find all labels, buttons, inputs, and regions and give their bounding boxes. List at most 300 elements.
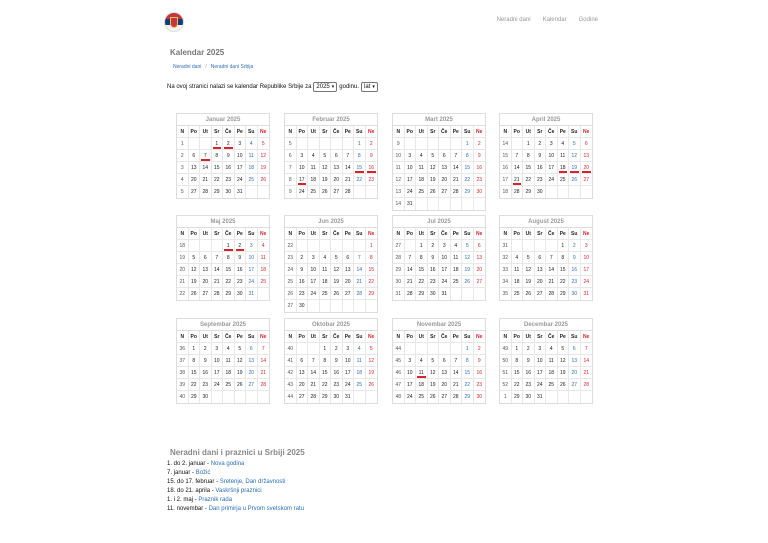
week-number: 49 bbox=[500, 343, 512, 355]
day-cell: 9 bbox=[569, 252, 581, 264]
day-cell: 26 bbox=[189, 288, 201, 300]
day-cell: 29 bbox=[320, 391, 332, 403]
holiday-item: 1. i 2. maj - Praznik rada bbox=[167, 497, 233, 503]
day-cell: 19 bbox=[320, 174, 332, 186]
weekday-header: Po bbox=[512, 126, 524, 138]
day-cell: 4 bbox=[451, 240, 463, 252]
day-cell: 20 bbox=[246, 367, 258, 379]
day-cell: 20 bbox=[331, 174, 343, 186]
day-cell: 23 bbox=[535, 174, 547, 186]
day-cell: 23 bbox=[476, 177, 483, 183]
day-cell: 3 bbox=[405, 150, 417, 162]
day-cell: 25 bbox=[546, 379, 558, 391]
day-cell: 23 bbox=[368, 177, 375, 183]
week-number: 19 bbox=[177, 252, 189, 264]
week-number: 38 bbox=[177, 367, 189, 379]
day-cell: 16 bbox=[476, 370, 483, 376]
week-number: 5 bbox=[285, 138, 297, 150]
breadcrumb-neradni-dani-srbija[interactable]: Neradni dani Srbija bbox=[210, 64, 254, 70]
day-cell: 22 bbox=[558, 276, 570, 288]
day-cell: 28 bbox=[583, 382, 590, 388]
day-cell: 9 bbox=[200, 355, 212, 367]
month-calendar bbox=[284, 215, 378, 313]
weekday-header: Po bbox=[405, 331, 417, 343]
month-calendar bbox=[499, 113, 593, 199]
weekday-header: Pe bbox=[558, 228, 570, 240]
weekday-header: Če bbox=[223, 228, 235, 240]
day-cell: 5 bbox=[320, 150, 332, 162]
day-cell: 10 bbox=[405, 162, 417, 174]
weekday-header: Po bbox=[297, 228, 309, 240]
day-cell bbox=[569, 391, 581, 403]
day-cell: 17 bbox=[246, 264, 258, 276]
day-cell bbox=[189, 138, 201, 150]
day-cell: 31 bbox=[535, 391, 547, 403]
day-cell: 22 bbox=[523, 174, 535, 186]
day-cell: 22 bbox=[462, 379, 474, 391]
day-cell: 27 bbox=[569, 379, 581, 391]
month-calendar bbox=[392, 113, 486, 211]
weekday-header: Če bbox=[546, 331, 558, 343]
day-cell: 24 bbox=[405, 186, 417, 198]
day-cell bbox=[451, 288, 463, 300]
day-cell: 7 bbox=[343, 150, 355, 162]
day-cell: 28 bbox=[260, 382, 267, 388]
day-cell: 24 bbox=[546, 174, 558, 186]
day-cell: 16 bbox=[428, 264, 440, 276]
weekday-header: Pe bbox=[451, 126, 463, 138]
serbia-flag-logo-icon[interactable] bbox=[164, 12, 184, 32]
day-cell: 2 bbox=[569, 240, 581, 252]
holidays-title: Neradni dani i praznici u Srbiji 2025 bbox=[170, 448, 305, 457]
day-cell: 5 bbox=[462, 240, 474, 252]
day-cell: 19 bbox=[569, 162, 581, 174]
day-cell bbox=[416, 198, 428, 210]
day-cell: 30 bbox=[569, 288, 581, 300]
week-number: 9 bbox=[393, 138, 405, 150]
day-cell: 5 bbox=[428, 355, 440, 367]
day-cell: 21 bbox=[546, 276, 558, 288]
day-cell: 30 bbox=[535, 186, 547, 198]
day-cell: 14 bbox=[354, 264, 366, 276]
holiday-link[interactable]: Božić bbox=[195, 470, 211, 476]
day-cell: 6 bbox=[535, 252, 547, 264]
day-cell: 3 bbox=[439, 240, 451, 252]
day-cell: 31 bbox=[583, 291, 590, 297]
day-cell bbox=[354, 300, 366, 312]
day-cell: 11 bbox=[308, 162, 320, 174]
day-cell bbox=[200, 240, 212, 252]
day-cell: 21 bbox=[512, 174, 524, 186]
breadcrumb-neradni-dani[interactable]: Neradni dani bbox=[173, 64, 202, 70]
day-cell bbox=[297, 240, 309, 252]
day-cell bbox=[512, 138, 524, 150]
week-number: 47 bbox=[393, 379, 405, 391]
week-number: 37 bbox=[177, 355, 189, 367]
month-title: Novembar 2025 bbox=[393, 319, 485, 331]
day-cell: 18 bbox=[558, 162, 570, 174]
day-cell: 13 bbox=[476, 255, 483, 261]
day-cell: 17 bbox=[583, 267, 590, 273]
day-cell: 25 bbox=[416, 186, 428, 198]
week-number: 17 bbox=[500, 174, 512, 186]
page-title: Kalendar 2025 bbox=[170, 48, 225, 57]
weekday-header: Če bbox=[439, 331, 451, 343]
day-cell: 10 bbox=[235, 150, 247, 162]
day-cell bbox=[258, 288, 269, 300]
day-cell: 2 bbox=[535, 138, 547, 150]
day-cell: 8 bbox=[369, 255, 373, 261]
week-number: 45 bbox=[393, 355, 405, 367]
week-number: 27 bbox=[285, 300, 297, 312]
day-cell: 11 bbox=[246, 150, 258, 162]
day-cell: 7 bbox=[512, 150, 524, 162]
day-cell: 22 bbox=[368, 279, 375, 285]
day-cell: 3 bbox=[212, 343, 224, 355]
day-cell: 24 bbox=[535, 379, 547, 391]
week-number: 13 bbox=[393, 186, 405, 198]
week-number: 18 bbox=[177, 240, 189, 252]
weekday-header: Pe bbox=[235, 126, 247, 138]
day-cell: 6 bbox=[343, 252, 355, 264]
day-cell bbox=[343, 240, 355, 252]
day-cell: 15 bbox=[558, 264, 570, 276]
week-number: 43 bbox=[285, 379, 297, 391]
week-number: 11 bbox=[393, 162, 405, 174]
day-cell bbox=[235, 391, 247, 403]
weekday-header: Sr bbox=[212, 331, 224, 343]
weekday-header: N bbox=[177, 331, 189, 343]
day-cell bbox=[308, 240, 320, 252]
day-cell: 19 bbox=[428, 174, 440, 186]
day-cell: 13 bbox=[535, 264, 547, 276]
day-cell: 19 bbox=[558, 367, 570, 379]
holiday-link[interactable]: Sretenje, Dan državnosti bbox=[219, 479, 286, 485]
day-cell: 21 bbox=[200, 174, 212, 186]
day-cell: 2 bbox=[297, 252, 309, 264]
weekday-header: Su bbox=[462, 126, 474, 138]
day-cell: 18 bbox=[512, 276, 524, 288]
day-cell: 8 bbox=[189, 355, 201, 367]
weekday-header: N bbox=[500, 331, 512, 343]
week-number: 44 bbox=[285, 391, 297, 403]
day-cell: 15 bbox=[223, 264, 235, 276]
day-cell: 18 bbox=[451, 264, 463, 276]
day-cell: 25 bbox=[260, 279, 267, 285]
day-cell: 26 bbox=[428, 186, 440, 198]
day-cell: 4 bbox=[261, 243, 265, 249]
day-cell: 4 bbox=[558, 138, 570, 150]
week-number: 42 bbox=[285, 367, 297, 379]
day-cell bbox=[428, 343, 440, 355]
day-cell: 9 bbox=[523, 355, 535, 367]
weekday-header: Po bbox=[297, 126, 309, 138]
weekday-header: N bbox=[500, 126, 512, 138]
day-cell: 30 bbox=[523, 391, 535, 403]
day-cell: 23 bbox=[200, 379, 212, 391]
intro-line bbox=[167, 82, 378, 92]
day-cell bbox=[308, 300, 320, 312]
day-cell: 31 bbox=[246, 288, 258, 300]
day-cell: 11 bbox=[320, 264, 332, 276]
day-cell bbox=[416, 343, 428, 355]
day-cell: 20 bbox=[200, 276, 212, 288]
day-cell: 12 bbox=[235, 355, 247, 367]
weekday-header: Pe bbox=[343, 228, 355, 240]
month-title: Februar 2025 bbox=[285, 114, 377, 126]
day-cell: 7 bbox=[451, 150, 463, 162]
day-cell: 22 bbox=[354, 174, 366, 186]
day-cell: 23 bbox=[428, 276, 440, 288]
month-calendar bbox=[176, 318, 270, 404]
day-cell: 23 bbox=[235, 276, 247, 288]
day-cell: 12 bbox=[189, 264, 201, 276]
weekday-header: Ne bbox=[583, 129, 590, 135]
day-cell: 9 bbox=[235, 252, 247, 264]
weekday-header: Su bbox=[462, 331, 474, 343]
weekday-header: Ne bbox=[583, 231, 590, 237]
day-cell: 27 bbox=[189, 186, 201, 198]
weekday-header: Ut bbox=[308, 228, 320, 240]
week-number: 50 bbox=[500, 355, 512, 367]
day-cell: 26 bbox=[235, 379, 247, 391]
day-cell bbox=[451, 138, 463, 150]
day-cell: 21 bbox=[451, 379, 463, 391]
day-cell: 27 bbox=[246, 379, 258, 391]
day-cell bbox=[320, 138, 332, 150]
day-cell: 26 bbox=[368, 382, 375, 388]
day-cell: 15 bbox=[212, 162, 224, 174]
day-cell: 28 bbox=[512, 186, 524, 198]
weekday-header: N bbox=[177, 228, 189, 240]
day-cell: 25 bbox=[558, 174, 570, 186]
day-cell: 2 bbox=[477, 141, 481, 147]
month-title: Oktobar 2025 bbox=[285, 319, 377, 331]
day-cell: 14 bbox=[343, 162, 355, 174]
day-cell: 13 bbox=[246, 355, 258, 367]
day-cell: 26 bbox=[331, 288, 343, 300]
day-cell: 28 bbox=[308, 391, 320, 403]
day-cell: 14 bbox=[451, 367, 463, 379]
day-cell: 27 bbox=[583, 177, 590, 183]
week-number: 20 bbox=[177, 264, 189, 276]
day-cell: 9 bbox=[535, 150, 547, 162]
week-number: 22 bbox=[177, 288, 189, 300]
day-cell: 5 bbox=[235, 343, 247, 355]
weekday-header: Ne bbox=[260, 129, 267, 135]
weekday-header: Ne bbox=[368, 231, 375, 237]
day-cell: 25 bbox=[223, 379, 235, 391]
day-cell: 18 bbox=[246, 162, 258, 174]
weekday-header: N bbox=[393, 126, 405, 138]
day-cell bbox=[366, 186, 377, 198]
day-cell: 4 bbox=[354, 343, 366, 355]
day-cell bbox=[331, 240, 343, 252]
day-cell: 8 bbox=[512, 355, 524, 367]
weekday-header: Su bbox=[246, 228, 258, 240]
week-number: 36 bbox=[177, 343, 189, 355]
week-number: 33 bbox=[500, 264, 512, 276]
day-cell: 31 bbox=[405, 198, 417, 210]
day-cell: 7 bbox=[451, 355, 463, 367]
day-cell: 29 bbox=[462, 186, 474, 198]
day-cell: 5 bbox=[369, 346, 373, 352]
day-cell: 11 bbox=[558, 150, 570, 162]
day-cell: 11 bbox=[416, 367, 428, 379]
day-cell: 1 bbox=[558, 240, 570, 252]
day-cell: 10 bbox=[535, 355, 547, 367]
weekday-header: Ne bbox=[583, 334, 590, 340]
day-cell: 14 bbox=[212, 264, 224, 276]
day-cell: 15 bbox=[354, 162, 366, 174]
day-cell: 9 bbox=[223, 150, 235, 162]
weekday-header: Sr bbox=[320, 126, 332, 138]
day-cell: 18 bbox=[416, 379, 428, 391]
day-cell: 9 bbox=[331, 355, 343, 367]
day-cell: 28 bbox=[200, 186, 212, 198]
nav-kalendar[interactable]: Kalendar bbox=[542, 17, 567, 23]
day-cell: 16 bbox=[297, 276, 309, 288]
day-cell: 25 bbox=[354, 379, 366, 391]
day-cell: 21 bbox=[308, 379, 320, 391]
day-cell: 26 bbox=[523, 288, 535, 300]
day-cell: 6 bbox=[439, 355, 451, 367]
day-cell: 20 bbox=[535, 276, 547, 288]
day-cell: 2 bbox=[523, 343, 535, 355]
weekday-header: Če bbox=[546, 228, 558, 240]
day-cell: 14 bbox=[512, 162, 524, 174]
year-select[interactable]: 2025 ▾ bbox=[313, 82, 337, 92]
day-cell: 15 bbox=[523, 162, 535, 174]
day-cell: 5 bbox=[558, 343, 570, 355]
day-cell: 11 bbox=[546, 355, 558, 367]
day-cell bbox=[297, 343, 309, 355]
day-cell: 7 bbox=[308, 355, 320, 367]
day-cell: 23 bbox=[331, 379, 343, 391]
weekday-header: Po bbox=[512, 331, 524, 343]
weekday-header: Ut bbox=[200, 228, 212, 240]
day-cell: 4 bbox=[416, 150, 428, 162]
day-cell bbox=[546, 240, 558, 252]
weekday-header: Po bbox=[512, 228, 524, 240]
day-cell: 3 bbox=[308, 252, 320, 264]
nav-godine[interactable]: Godine bbox=[578, 17, 598, 23]
day-cell: 1 bbox=[212, 138, 224, 150]
day-cell: 1 bbox=[354, 138, 366, 150]
holiday-link[interactable]: Praznik rada bbox=[198, 497, 233, 503]
day-cell bbox=[331, 300, 343, 312]
day-cell: 30 bbox=[297, 300, 309, 312]
day-cell: 23 bbox=[523, 379, 535, 391]
day-cell: 28 bbox=[405, 288, 417, 300]
day-cell: 17 bbox=[297, 174, 309, 186]
day-cell: 30 bbox=[200, 391, 212, 403]
week-number: 10 bbox=[393, 150, 405, 162]
day-cell: 18 bbox=[320, 276, 332, 288]
day-cell: 24 bbox=[212, 379, 224, 391]
week-number: 52 bbox=[500, 379, 512, 391]
script-select[interactable]: lat ▾ bbox=[361, 82, 378, 92]
day-cell bbox=[308, 138, 320, 150]
day-cell: 8 bbox=[558, 252, 570, 264]
day-cell: 2 bbox=[428, 240, 440, 252]
day-cell: 6 bbox=[439, 150, 451, 162]
day-cell: 9 bbox=[369, 153, 373, 159]
day-cell: 25 bbox=[451, 276, 463, 288]
nav-neradni-dani[interactable]: Neradni dani bbox=[496, 17, 531, 23]
day-cell: 21 bbox=[354, 276, 366, 288]
day-cell: 28 bbox=[546, 288, 558, 300]
day-cell: 6 bbox=[477, 243, 481, 249]
day-cell: 23 bbox=[297, 288, 309, 300]
day-cell bbox=[428, 138, 440, 150]
day-cell: 28 bbox=[354, 288, 366, 300]
day-cell: 24 bbox=[405, 391, 417, 403]
weekday-header: Ne bbox=[260, 334, 267, 340]
day-cell: 31 bbox=[235, 186, 247, 198]
day-cell bbox=[581, 391, 592, 403]
weekday-header: Sr bbox=[320, 228, 332, 240]
day-cell: 10 bbox=[405, 367, 417, 379]
week-number: 1 bbox=[177, 138, 189, 150]
weekday-header: Pe bbox=[235, 228, 247, 240]
day-cell: 26 bbox=[558, 379, 570, 391]
week-number: 44 bbox=[393, 343, 405, 355]
day-cell: 21 bbox=[343, 174, 355, 186]
holiday-link[interactable]: Nova godina bbox=[210, 461, 245, 467]
day-cell: 10 bbox=[583, 255, 590, 261]
day-cell: 12 bbox=[320, 162, 332, 174]
day-cell bbox=[535, 240, 547, 252]
day-cell: 6 bbox=[246, 343, 258, 355]
weekday-header: Ne bbox=[368, 334, 375, 340]
day-cell: 16 bbox=[200, 367, 212, 379]
weekday-header: Po bbox=[189, 331, 201, 343]
day-cell: 11 bbox=[512, 264, 524, 276]
day-cell: 23 bbox=[569, 276, 581, 288]
day-cell: 30 bbox=[428, 288, 440, 300]
day-cell: 13 bbox=[343, 264, 355, 276]
day-cell: 8 bbox=[320, 355, 332, 367]
day-cell: 1 bbox=[223, 240, 235, 252]
breadcrumb: Neradni dani / Neradni dani Srbija bbox=[173, 64, 254, 70]
holiday-link[interactable]: Dan primirja u Prvom svetskom ratu bbox=[208, 506, 304, 512]
day-cell bbox=[439, 138, 451, 150]
weekday-header: Su bbox=[569, 228, 581, 240]
weekday-header: Sr bbox=[212, 126, 224, 138]
day-cell: 11 bbox=[354, 355, 366, 367]
month-calendar bbox=[392, 215, 486, 301]
day-cell: 4 bbox=[308, 150, 320, 162]
week-number: 39 bbox=[177, 379, 189, 391]
day-cell: 2 bbox=[235, 240, 247, 252]
weekday-header: N bbox=[393, 228, 405, 240]
day-cell: 5 bbox=[569, 138, 581, 150]
day-cell: 22 bbox=[320, 379, 332, 391]
day-cell: 9 bbox=[477, 153, 481, 159]
day-cell bbox=[462, 198, 474, 210]
weekday-header: Ut bbox=[523, 228, 535, 240]
holiday-link[interactable]: Vaskršnji praznici bbox=[215, 488, 262, 494]
day-cell: 22 bbox=[462, 174, 474, 186]
day-cell: 29 bbox=[223, 288, 235, 300]
top-bar bbox=[0, 0, 768, 42]
day-cell: 19 bbox=[523, 276, 535, 288]
weekday-header: Ut bbox=[200, 126, 212, 138]
day-cell: 19 bbox=[428, 379, 440, 391]
month-calendar bbox=[284, 318, 378, 404]
week-number: 21 bbox=[177, 276, 189, 288]
